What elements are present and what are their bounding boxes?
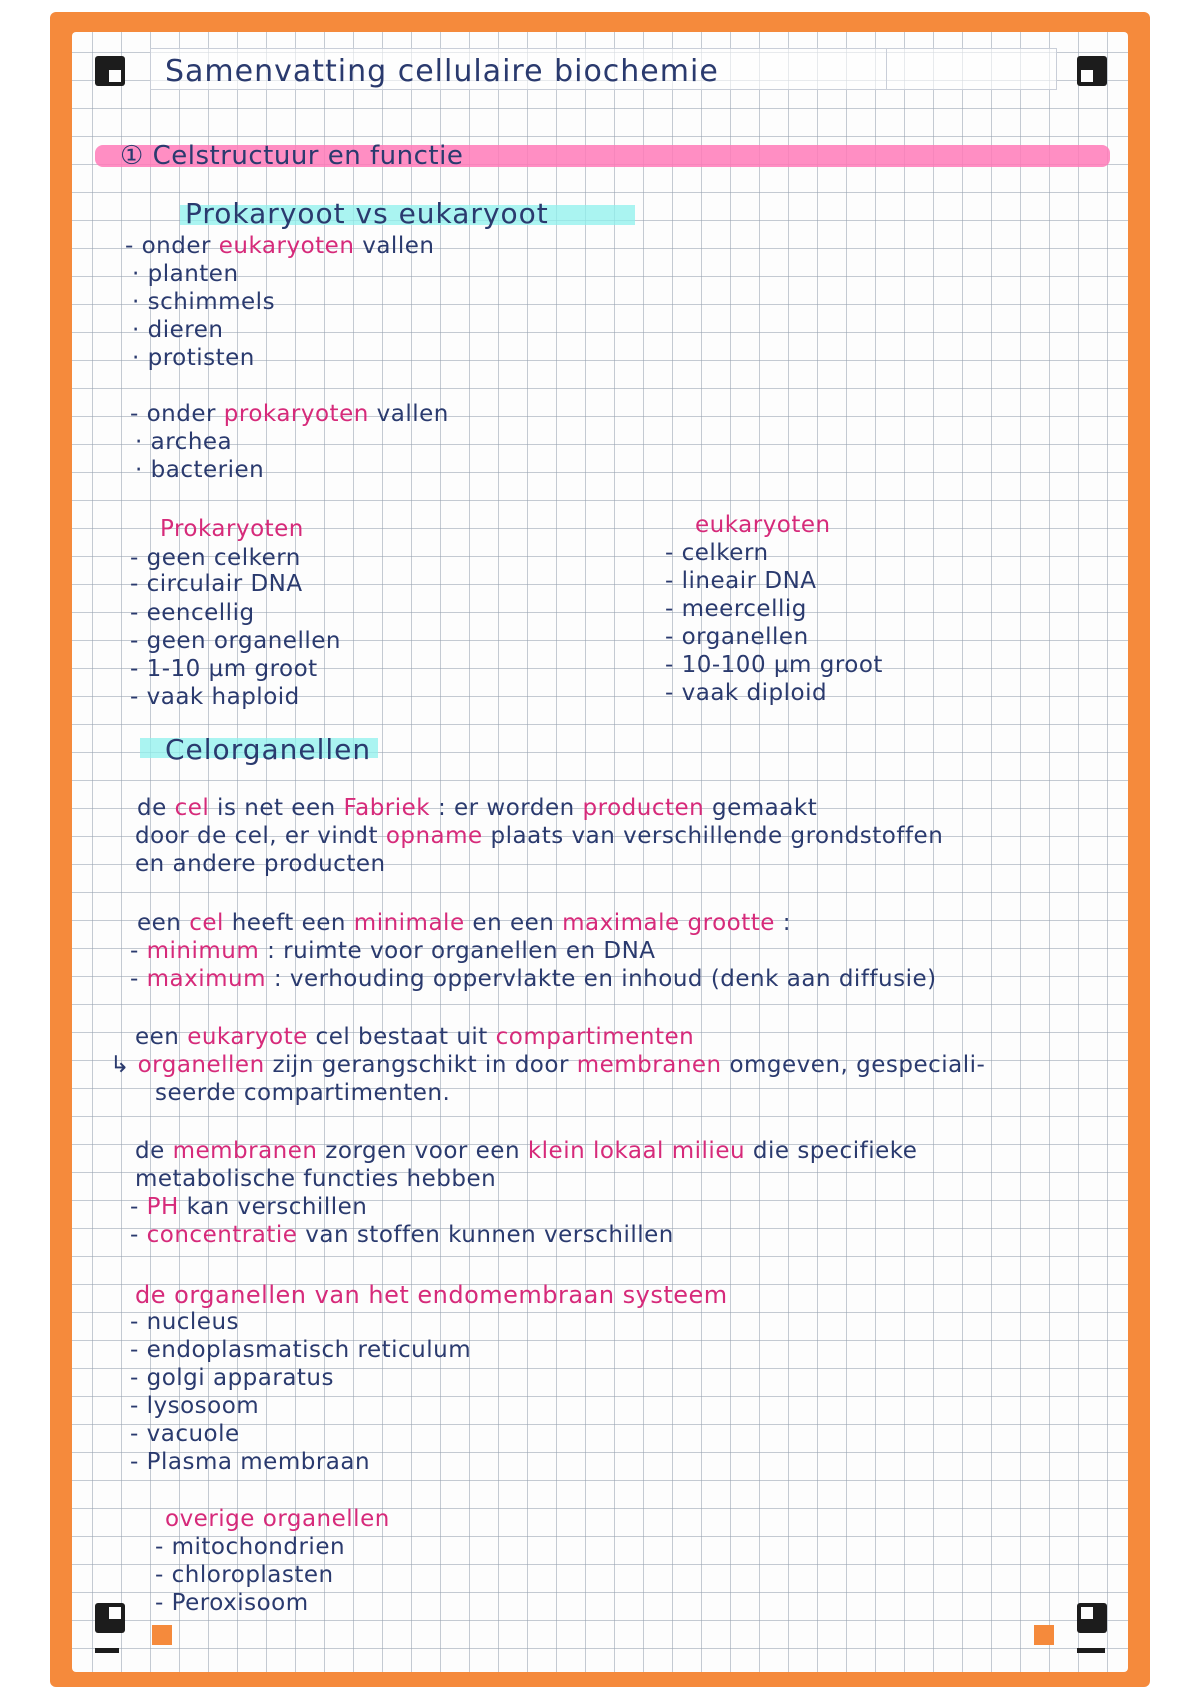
paragraph-line: een cel heeft een minimale en een maximale grootte : xyxy=(137,910,791,936)
list-item: - meercellig xyxy=(665,596,807,622)
paragraph-line: - minimum : ruimte voor organellen en DNA xyxy=(130,938,656,964)
paragraph-line: een eukaryote cel bestaat uit compartimenten xyxy=(135,1024,695,1050)
list-item: · schimmels xyxy=(132,289,276,315)
list-item: · planten xyxy=(132,261,239,287)
list-item: · archea xyxy=(135,429,233,455)
paragraph-line: - concentratie van stoffen kunnen verschillen xyxy=(130,1222,674,1248)
orange-square-right xyxy=(1034,1625,1054,1645)
list-item: - circulair DNA xyxy=(130,571,303,597)
paragraph-line: de membranen zorgen voor een klein lokaal milieu die specifieke xyxy=(135,1138,918,1164)
endomembrane-heading: de organellen van het endomembraan systeem xyxy=(135,1281,728,1309)
list-item: · bacterien xyxy=(135,457,265,483)
euk-column-heading: eukaryoten xyxy=(695,512,831,538)
list-item: - eencellig xyxy=(130,600,255,626)
orange-square-left xyxy=(152,1625,172,1645)
corner-mark-bottom-right xyxy=(1077,1603,1107,1633)
list-item: - vaak diploid xyxy=(665,680,828,706)
list-item: - golgi apparatus xyxy=(130,1365,334,1391)
list-item: · dieren xyxy=(132,317,224,343)
corner-dash-right xyxy=(1077,1648,1105,1653)
list-item: - celkern xyxy=(665,540,769,566)
list-item: - Peroxisoom xyxy=(155,1590,309,1616)
list-item: - 10-100 µm groot xyxy=(665,652,883,678)
paragraph-line: seerde compartimenten. xyxy=(155,1080,451,1106)
list-item: - mitochondrien xyxy=(155,1534,346,1560)
corner-mark-top-right xyxy=(1077,56,1107,86)
list-item: - 1-10 µm groot xyxy=(130,656,318,682)
list-item: - chloroplasten xyxy=(155,1562,334,1588)
list-item: - nucleus xyxy=(130,1309,240,1335)
list-item: - vacuole xyxy=(130,1421,240,1447)
corner-dash-left xyxy=(95,1648,119,1653)
list-item: - endoplasmatisch reticulum xyxy=(130,1337,472,1363)
page-title: Samenvatting cellulaire biochemie xyxy=(165,54,719,89)
list-item: - geen celkern xyxy=(130,545,301,571)
prok-column-heading: Prokaryoten xyxy=(160,516,304,542)
paragraph-line: - PH kan verschillen xyxy=(130,1194,368,1220)
prok-intro: - onder prokaryoten vallen xyxy=(130,401,449,427)
list-item: - lineair DNA xyxy=(665,568,817,594)
paragraph-line: metabolische functies hebben xyxy=(135,1166,497,1192)
list-item: - lysosoom xyxy=(130,1393,260,1419)
section-heading: ① Celstructuur en functie xyxy=(120,141,464,171)
list-item: - organellen xyxy=(665,624,809,650)
subheading-celorganellen: Celorganellen xyxy=(165,733,372,766)
list-item: - vaak haploid xyxy=(130,684,300,710)
euk-intro: - onder eukaryoten vallen xyxy=(125,233,435,259)
paragraph-line: door de cel, er vindt opname plaats van verschillende grondstoffen xyxy=(135,823,944,849)
other-organelles-heading: overige organellen xyxy=(165,1506,390,1532)
list-item: · protisten xyxy=(132,345,255,371)
corner-mark-bottom-left xyxy=(95,1603,125,1633)
paragraph-line: ↳ organellen zijn gerangschikt in door membranen omgeven, gespeciali- xyxy=(110,1052,986,1078)
paragraph-line: - maximum : verhouding oppervlakte en inhoud (denk aan diffusie) xyxy=(130,966,937,992)
list-item: - Plasma membraan xyxy=(130,1449,371,1475)
paragraph-line: de cel is net een Fabriek : er worden producten gemaakt xyxy=(137,795,818,821)
corner-mark-top-left xyxy=(95,56,125,86)
paragraph-line: en andere producten xyxy=(135,851,386,877)
subheading-prok-vs-euk: Prokaryoot vs eukaryoot xyxy=(185,197,549,230)
list-item: - geen organellen xyxy=(130,628,341,654)
